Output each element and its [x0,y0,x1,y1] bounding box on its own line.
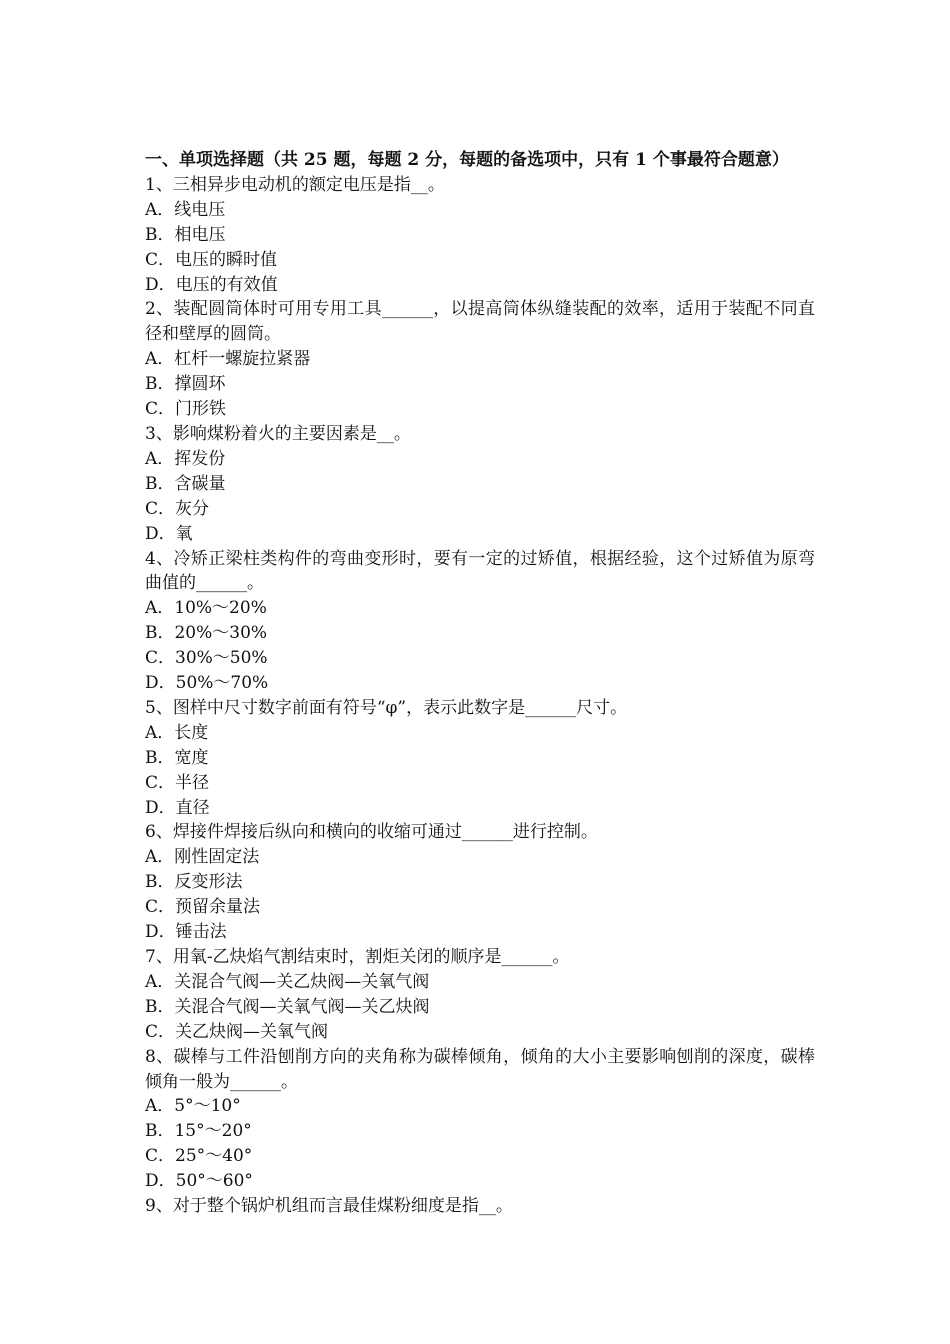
option: B．含碳量 [145,473,226,494]
option: C．25°～40° [145,1146,253,1167]
question-stem: 6、焊接件焊接后纵向和横向的收缩可通过______进行控制。 [145,822,598,843]
option: C．门形铁 [145,399,227,420]
option: A．5°～10° [145,1096,241,1117]
option: C．30%～50% [145,648,268,669]
option: C．预留余量法 [145,897,261,918]
option: A．10%～20% [145,598,267,619]
question-stem: 8、碳棒与工件沿刨削方向的夹角称为碳棒倾角，倾角的大小主要影响刨削的深度，碳棒倾角一般为______。 [145,1046,815,1092]
option: D．氧 [145,523,193,544]
section-heading: 一、单项选择题（共 25 题，每题 2 分，每题的备选项中，只有 1 个事最符合题意） [145,150,789,170]
option: B．宽度 [145,747,209,768]
option: C．半径 [145,772,210,793]
option: B．反变形法 [145,872,243,893]
option: A．刚性固定法 [145,847,260,868]
option: A．线电压 [145,199,226,220]
option: A．长度 [145,722,209,743]
option: D．50%～70% [145,673,269,694]
option: B．撑圆环 [145,374,226,395]
question-stem: 4、冷矫正梁柱类构件的弯曲变形时，要有一定的过矫值，根据经验，这个过矫值为原弯曲值的______。 [145,548,815,594]
question-stem: 7、用氧-乙炔焰气割结束时，割炬关闭的顺序是______。 [145,947,570,967]
option: C．灰分 [145,498,210,519]
option: D．锤击法 [145,922,227,943]
option: B．相电压 [145,224,226,245]
option: B．15°～20° [145,1121,252,1142]
question-stem: 3、影响煤粉着火的主要因素是__。 [145,423,411,444]
question-list [145,148,815,1219]
option: A．关混合气阀—关乙炔阀—关氧气阀 [145,971,430,992]
option: B．20%～30% [145,623,268,644]
question-stem: 2、装配圆筒体时可用专用工具______，以提高筒体纵缝装配的效率，适用于装配不同直径和壁厚的圆筒。 [145,299,815,345]
option: C．电压的瞬时值 [145,249,278,270]
option: A．挥发份 [145,448,226,469]
option: C．关乙炔阀—关氧气阀 [145,1021,329,1042]
option: A．杠杆一螺旋拉紧器 [145,349,311,370]
option: B．关混合气阀—关氧气阀—关乙炔阀 [145,996,430,1017]
option: D．50°～60° [145,1171,253,1192]
option: D．电压的有效值 [145,274,278,295]
option: D．直径 [145,797,210,818]
question-stem: 1、三相异步电动机的额定电压是指__。 [145,174,445,195]
question-stem: 9、对于整个锅炉机组而言最佳煤粉细度是指__。 [145,1196,513,1217]
question-stem: 5、图样中尺寸数字前面有符号“φ”，表示此数字是______尺寸。 [145,697,628,718]
